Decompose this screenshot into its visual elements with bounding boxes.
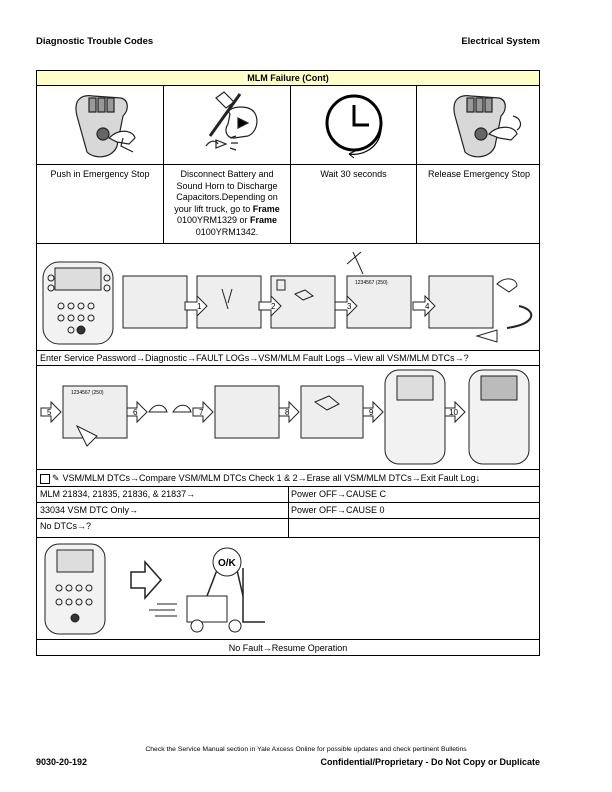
header-section-title: Diagnostic Trouble Codes bbox=[36, 36, 154, 47]
badge-2: 2 bbox=[271, 302, 276, 311]
result-action: Power OFF→CAUSE 0 bbox=[291, 505, 385, 515]
page-number: 9030-20-192 bbox=[36, 757, 88, 767]
step-label-push-emergency-stop: Push in Emergency Stop bbox=[37, 165, 164, 243]
result-action: Power OFF→CAUSE C bbox=[291, 489, 387, 499]
seq2-screen-code: 1234567 (250) bbox=[71, 390, 104, 396]
sequence-1-image-row bbox=[36, 243, 540, 351]
confidential-notice: Confidential/Proprietary - Do Not Copy or Duplicate bbox=[320, 757, 540, 767]
badge-7: 7 bbox=[199, 408, 204, 417]
result-row bbox=[36, 502, 540, 519]
badge-3: 3 bbox=[347, 302, 352, 311]
clock-icon bbox=[291, 86, 417, 164]
header-chapter-title: Electrical System bbox=[461, 36, 540, 47]
badge-6: 6 bbox=[133, 408, 138, 417]
screen-icon bbox=[40, 474, 50, 484]
emergency-stop-push-image bbox=[37, 86, 164, 164]
badge-8: 8 bbox=[285, 408, 290, 417]
badge-9: 9 bbox=[369, 408, 374, 417]
result-row bbox=[36, 486, 540, 503]
pencil-icon: ✎ bbox=[52, 473, 60, 483]
step-label-release-emergency-stop: Release Emergency Stop bbox=[427, 169, 531, 179]
table-title: MLM Failure (Cont) bbox=[247, 73, 329, 83]
badge-5: 5 bbox=[47, 408, 52, 417]
display-navigation-sequence-1 bbox=[37, 244, 539, 350]
final-caption: No Fault→Resume Operation bbox=[36, 639, 540, 656]
result-row bbox=[36, 518, 540, 538]
footer-note: Check the Service Manual section in Yale Axcess Online for possible updates and check pertinent Bulletins bbox=[145, 746, 467, 753]
step-images-row bbox=[36, 85, 540, 165]
display-navigation-sequence-2 bbox=[37, 366, 539, 469]
sequence-2-caption: ✎ VSM/MLM DTCs→Compare VSM/MLM DTCs Check 1 & 2→Erase all VSM/MLM DTCs→Exit Fault Log↓ bbox=[36, 469, 540, 487]
ok-badge: O/K bbox=[218, 558, 236, 569]
keypad-forklift-ok-illustration bbox=[37, 538, 539, 639]
badge-10: 10 bbox=[449, 408, 458, 417]
final-image-row bbox=[36, 537, 540, 640]
result-condition: 33034 VSM DTC Only→ bbox=[37, 503, 289, 518]
badge-4: 4 bbox=[425, 302, 430, 311]
badge-1: 1 bbox=[197, 302, 202, 311]
result-condition: MLM 21834, 21835, 21836, & 21837→ bbox=[37, 487, 289, 502]
sequence-2-image-row bbox=[36, 365, 540, 470]
result-condition: No DTCs→? bbox=[37, 519, 289, 537]
step-label-disconnect-battery: Disconnect Battery and Sound Horn to Discharge Capacitors.Depending on your lift truck, go to Frame 0100YRM1329 or Frame 0100YRM1342. bbox=[164, 165, 291, 243]
step-labels-row bbox=[36, 164, 540, 244]
seq1-screen-code: 1234567 (250) bbox=[355, 280, 388, 286]
table-title-row bbox=[36, 70, 540, 86]
sequence-1-caption: Enter Service Password→Diagnostic→FAULT LOGs→VSM/MLM Fault Logs→View all VSM/MLM DTCs→? bbox=[36, 350, 540, 366]
emergency-stop-release-image bbox=[417, 86, 541, 164]
step-label-wait: Wait 30 seconds bbox=[291, 165, 417, 243]
battery-disconnect-horn-image bbox=[164, 86, 291, 164]
